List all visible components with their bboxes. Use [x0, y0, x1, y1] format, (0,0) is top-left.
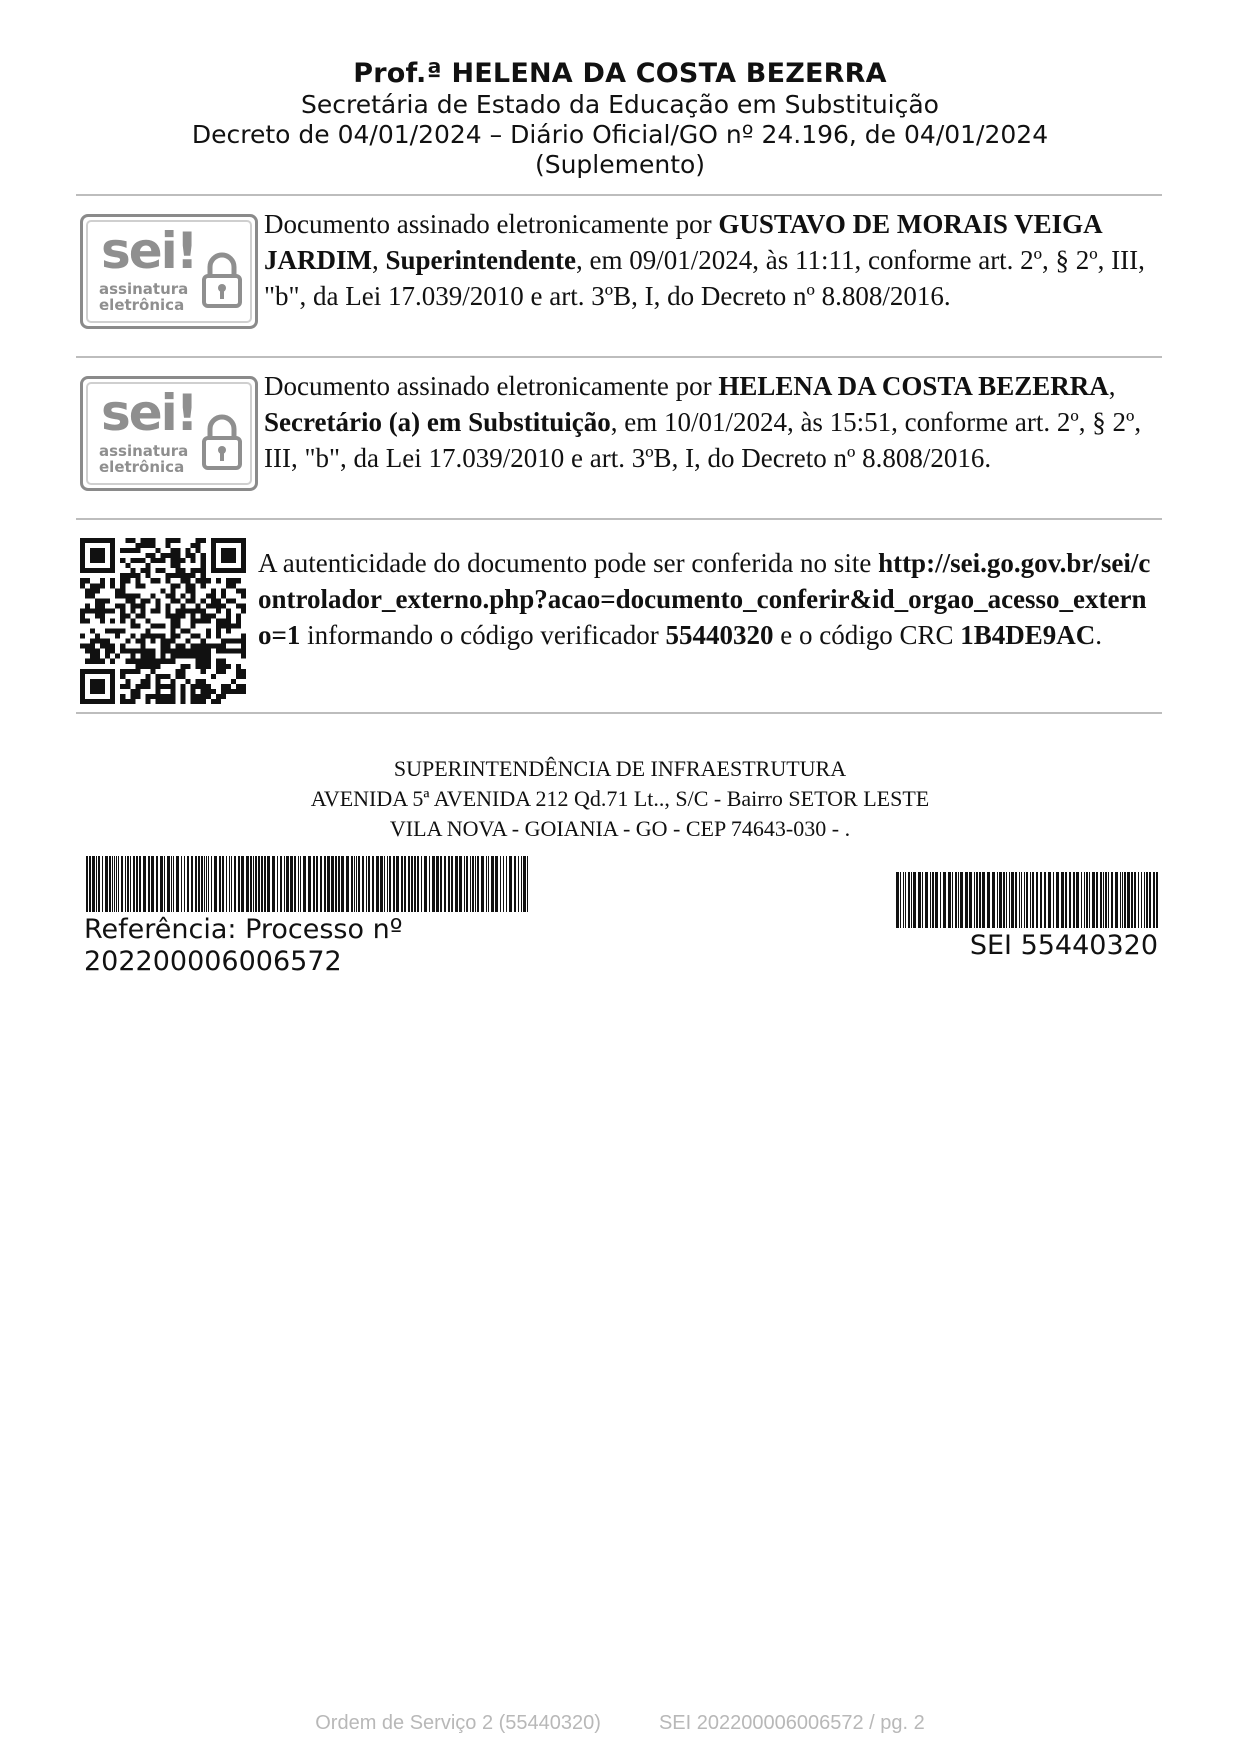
seal-logo-text: sei! [101, 384, 197, 442]
sei-number: SEI 55440320 [969, 930, 1158, 961]
signer-name: HELENA DA COSTA BEZERRA [718, 371, 1109, 401]
lock-icon [201, 413, 243, 471]
sei-barcode-icon [896, 872, 1158, 928]
footer-page-info: SEI 202200006006572 / pg. 2 [658, 1712, 925, 1734]
crc-label: e o código CRC [773, 620, 961, 650]
lock-icon [201, 251, 243, 309]
signer-role: Secretária de Estado da Educação em Substituição [301, 90, 939, 119]
page-footer [0, 1712, 1240, 1735]
verification-code: 55440320 [665, 620, 774, 650]
seal-logo-text: sei! [101, 222, 197, 280]
divider [76, 712, 1162, 714]
reference-label: Referência: Processo nº [84, 914, 403, 945]
signer-name-heading: Prof.ª HELENA DA COSTA BEZERRA [353, 58, 887, 89]
footer-document-title: Ordem de Serviço 2 (55440320) [315, 1712, 601, 1734]
signature-prefix: Documento assinado eletronicamente por [264, 371, 719, 401]
sei-signature-seal [80, 214, 258, 329]
supplement-line: (Suplemento) [534, 150, 706, 179]
seal-subtitle-line1: assinatura [99, 442, 189, 460]
signature-text [264, 206, 1154, 314]
authenticity-intro: A autenticidade do documento pode ser conferida no site [258, 548, 879, 578]
qr-code-icon [80, 538, 246, 704]
seal-subtitle-line2: eletrônica [99, 296, 185, 314]
document-header [0, 58, 1240, 180]
process-barcode-icon [86, 856, 528, 912]
address-line: SUPERINTENDÊNCIA DE INFRAESTRUTURA [393, 756, 847, 781]
process-reference [84, 914, 402, 978]
signature-details: , em 09/01/2024, às 11:11, conforme art. 2º, § 2º, III, "b", da Lei 17.039/2010 e art. 3ºB, I, do Decreto nº 8.808/2016. [264, 245, 1145, 311]
decree-line: Decreto de 04/01/2024 – Diário Oficial/GO nº 24.196, de 04/01/2024 [191, 120, 1049, 149]
signature-details: , em 10/01/2024, às 15:51, conforme art. 2º, § 2º, III, "b", da Lei 17.039/2010 e art. 3ºB, I, do Decreto nº 8.808/2016. [264, 407, 1142, 473]
seal-subtitle [99, 443, 188, 475]
signer-title: Superintendente [385, 245, 577, 275]
seal-subtitle-line2: eletrônica [99, 458, 185, 476]
signature-prefix: Documento assinado eletronicamente por [264, 209, 719, 239]
authenticity-end: . [1095, 620, 1103, 650]
sei-signature-seal [80, 376, 258, 491]
divider [76, 518, 1162, 520]
address-line: VILA NOVA - GOIANIA - GO - CEP 74643-030 - . [389, 816, 851, 841]
verification-link[interactable]: http://sei.go.gov.br/sei/controlador_externo.php?acao=documento_conferir&id_orgao_acesso_externo=1 [258, 548, 1151, 650]
divider [76, 356, 1162, 358]
authenticity-middle: informando o código verificador [300, 620, 666, 650]
signature-text [264, 368, 1154, 476]
divider [76, 194, 1162, 196]
signer-title: Secretário (a) em Substituição [264, 407, 611, 437]
separator: , [1108, 371, 1116, 401]
address-line: AVENIDA 5ª AVENIDA 212 Qd.71 Lt.., S/C - Bairro SETOR LESTE [310, 786, 930, 811]
signer-name: GUSTAVO DE MORAIS VEIGA JARDIM [264, 209, 1102, 275]
crc-code: 1B4DE9AC [960, 620, 1096, 650]
office-address [0, 754, 1240, 844]
separator: , [372, 245, 386, 275]
authenticity-text [258, 545, 1158, 653]
process-number: 202200006006572 [84, 946, 342, 977]
seal-subtitle [99, 281, 188, 313]
seal-subtitle-line1: assinatura [99, 280, 189, 298]
